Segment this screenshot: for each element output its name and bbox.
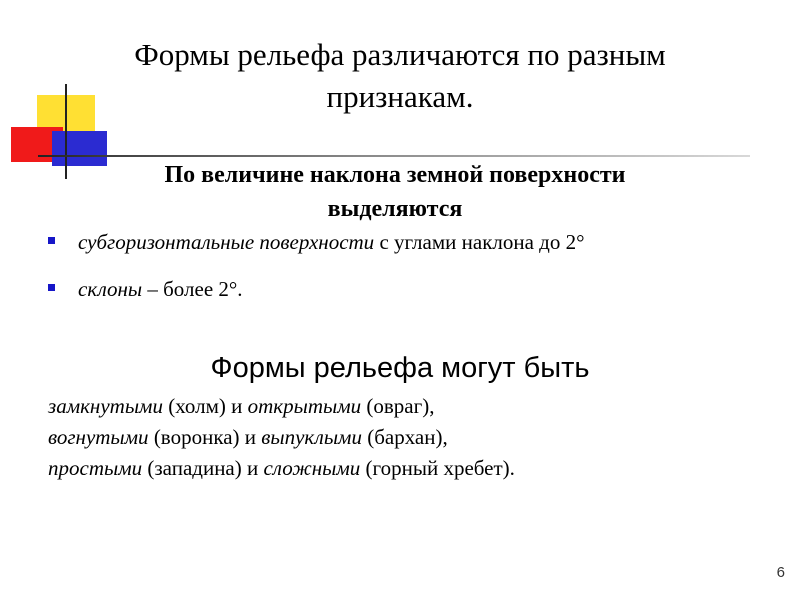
bullet-text: – более 2°. xyxy=(142,277,243,301)
form-term: открытыми xyxy=(247,394,362,418)
forms-row xyxy=(48,422,515,453)
bullet-list xyxy=(48,228,585,322)
bullet-term: субгоризонтальные поверхности xyxy=(78,230,375,254)
form-term: вогнутыми xyxy=(48,425,149,449)
decor-vertical-line xyxy=(65,84,67,179)
bullet-square-icon xyxy=(48,284,55,291)
section-heading: Формы рельефа могут быть xyxy=(210,352,590,384)
form-example: (воронка) и xyxy=(148,425,262,449)
form-term: выпуклыми xyxy=(261,425,362,449)
forms-row xyxy=(48,453,515,484)
bullet-square-icon xyxy=(48,237,55,244)
form-example: (холм) и xyxy=(162,394,248,418)
form-term: сложными xyxy=(263,456,361,480)
bullet-text: с углами наклона до 2° xyxy=(374,230,585,254)
slide-subtitle: По величине наклона земной поверхности выделяются xyxy=(164,162,626,222)
forms-list xyxy=(48,391,515,484)
bullet-term: склоны xyxy=(78,277,143,301)
title-divider-line xyxy=(38,155,750,157)
decor-blue-square xyxy=(52,131,107,166)
forms-row xyxy=(48,391,515,422)
slide-title: Формы рельефа различаются по разным признакам. xyxy=(134,37,666,114)
form-term: замкнутыми xyxy=(48,394,163,418)
bullet-item xyxy=(48,275,585,303)
form-term: простыми xyxy=(48,456,143,480)
form-example: (горный хребет). xyxy=(360,456,515,480)
form-example: (овраг), xyxy=(361,394,435,418)
form-example: (западина) и xyxy=(142,456,264,480)
form-example: (бархан), xyxy=(361,425,448,449)
bullet-item xyxy=(48,228,585,256)
page-number: 6 xyxy=(776,564,785,581)
